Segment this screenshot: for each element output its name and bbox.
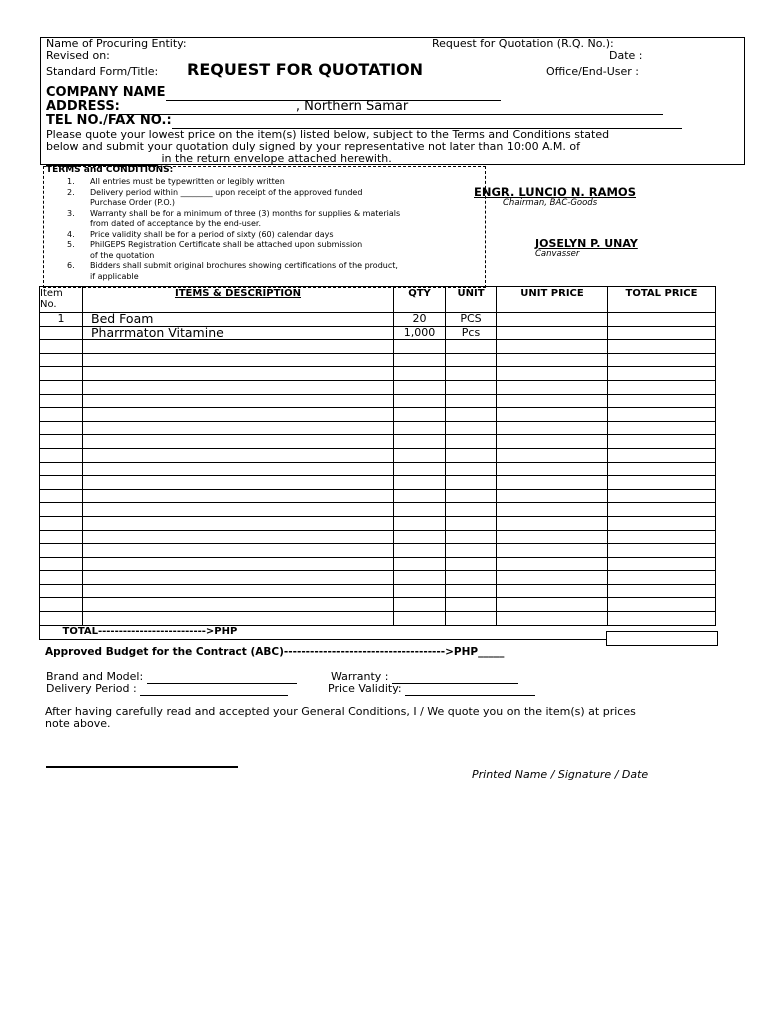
unit-cell[interactable] (446, 435, 497, 449)
unit-cell[interactable] (446, 557, 497, 571)
signature-caption: Printed Name / Signature / Date (472, 768, 649, 781)
header-description: ITEMS & DESCRIPTION (83, 287, 394, 313)
unit-price-cell[interactable] (497, 598, 608, 612)
description-cell[interactable] (83, 489, 394, 503)
table-row (40, 340, 716, 354)
item-no-cell[interactable] (40, 353, 83, 367)
terms-item (62, 177, 400, 188)
total-price-cell[interactable] (608, 571, 716, 585)
total-price-cell[interactable] (608, 367, 716, 381)
unit-price-cell[interactable] (497, 326, 608, 340)
table-row (40, 353, 716, 367)
description-cell[interactable] (83, 584, 394, 598)
unit-cell[interactable] (446, 353, 497, 367)
items-body (40, 313, 716, 626)
description-cell[interactable] (83, 530, 394, 544)
qty-cell[interactable]: 1,000 (394, 326, 446, 340)
item-no-cell[interactable] (40, 380, 83, 394)
table-row (40, 326, 716, 340)
qty-cell[interactable] (394, 516, 446, 530)
qty-cell[interactable] (394, 598, 446, 612)
qty-cell[interactable] (394, 462, 446, 476)
brand-label: Brand and Model: (46, 670, 144, 683)
unit-price-cell[interactable] (497, 476, 608, 490)
date-label: Date : (609, 49, 643, 62)
description-cell[interactable]: Pharrmaton Vitamine (83, 326, 394, 340)
item-no-cell[interactable] (40, 571, 83, 585)
terms-item (62, 240, 400, 261)
unit-price-cell[interactable] (497, 530, 608, 544)
unit-cell[interactable] (446, 380, 497, 394)
qty-cell[interactable]: 20 (394, 313, 446, 327)
header-unit-price: UNIT PRICE (497, 287, 608, 313)
chairman-name: ENGR. LUNCIO N. RAMOS (474, 185, 636, 199)
terms-title: TERMS and CONDITIONS: (46, 165, 174, 175)
total-price-cell[interactable] (608, 503, 716, 517)
total-price-cell[interactable] (608, 476, 716, 490)
table-row (40, 557, 716, 571)
qty-cell[interactable] (394, 571, 446, 585)
table-row (40, 584, 716, 598)
unit-cell[interactable] (446, 571, 497, 585)
unit-price-cell[interactable] (497, 448, 608, 462)
address-label: ADDRESS: (46, 99, 120, 114)
office-label: Office/End-User : (546, 65, 639, 78)
table-row (40, 462, 716, 476)
item-no-cell[interactable] (40, 612, 83, 626)
validity-row (328, 682, 535, 696)
qty-cell[interactable] (394, 476, 446, 490)
unit-cell[interactable] (446, 612, 497, 626)
item-no-cell[interactable] (40, 367, 83, 381)
unit-price-cell[interactable] (497, 503, 608, 517)
unit-price-cell[interactable] (497, 340, 608, 354)
total-price-cell[interactable] (608, 448, 716, 462)
revised-on-label: Revised on: (46, 49, 110, 62)
terms-item-number: 5. (67, 240, 75, 249)
delivery-row (46, 682, 288, 696)
unit-cell[interactable] (446, 530, 497, 544)
delivery-field[interactable] (140, 682, 288, 696)
terms-item-text: Bidders shall submit original brochures showing certifications of the product, if applicable (90, 261, 398, 281)
warranty-label: Warranty : (331, 670, 389, 683)
qty-cell[interactable] (394, 408, 446, 422)
description-cell[interactable] (83, 408, 394, 422)
item-no-cell[interactable] (40, 503, 83, 517)
item-no-cell[interactable] (40, 489, 83, 503)
unit-cell[interactable] (446, 367, 497, 381)
item-no-cell[interactable] (40, 326, 83, 340)
terms-item-number: 4. (67, 229, 75, 239)
qty-cell[interactable] (394, 530, 446, 544)
item-no-cell[interactable] (40, 557, 83, 571)
unit-cell[interactable] (446, 394, 497, 408)
unit-cell[interactable] (446, 408, 497, 422)
description-cell[interactable] (83, 503, 394, 517)
header-total-price: TOTAL PRICE (608, 287, 716, 313)
acceptance-line-2: note above. (45, 717, 111, 730)
table-row (40, 394, 716, 408)
item-no-cell[interactable] (40, 435, 83, 449)
total-price-cell[interactable] (608, 353, 716, 367)
terms-item-text: Delivery period within ________ upon receipt of the approved funded Purchase Order (P.O.) (90, 187, 363, 207)
description-cell[interactable] (83, 394, 394, 408)
description-cell[interactable] (83, 598, 394, 612)
item-no-cell[interactable] (40, 516, 83, 530)
item-no-cell[interactable] (40, 476, 83, 490)
table-row (40, 503, 716, 517)
unit-price-cell[interactable] (497, 367, 608, 381)
description-cell[interactable] (83, 448, 394, 462)
items-table (39, 286, 716, 640)
table-row (40, 476, 716, 490)
unit-price-cell[interactable] (497, 353, 608, 367)
signature-line[interactable] (46, 766, 238, 768)
total-price-cell[interactable] (608, 544, 716, 558)
unit-cell[interactable] (446, 421, 497, 435)
standard-form-label: Standard Form/Title: (46, 65, 159, 78)
description-cell[interactable] (83, 353, 394, 367)
acceptance-line-1: After having carefully read and accepted your General Conditions, I / We quote you on the item(s) at prices (45, 705, 636, 718)
qty-cell[interactable] (394, 489, 446, 503)
qty-cell[interactable] (394, 353, 446, 367)
grand-total-field[interactable] (606, 631, 718, 646)
table-row (40, 571, 716, 585)
description-cell[interactable] (83, 435, 394, 449)
tel-label: TEL NO./FAX NO.: (46, 113, 172, 128)
total-price-cell[interactable] (608, 557, 716, 571)
abc-label: Approved Budget for the Contract (ABC)------------------------------------->PHP_____ (45, 646, 505, 658)
item-no-cell[interactable]: 1 (40, 313, 83, 327)
total-price-cell[interactable] (608, 516, 716, 530)
table-row (40, 380, 716, 394)
item-no-cell[interactable] (40, 340, 83, 354)
terms-item-number: 2. (67, 187, 75, 197)
unit-price-cell[interactable] (497, 421, 608, 435)
validity-label: Price Validity: (328, 682, 402, 695)
table-header-row (40, 287, 716, 313)
total-price-cell[interactable] (608, 612, 716, 626)
chairman-title: Chairman, BAC-Goods (503, 198, 598, 208)
unit-price-cell[interactable] (497, 435, 608, 449)
table-row (40, 544, 716, 558)
instruction-line-3: in the return envelope attached herewith. (161, 152, 392, 165)
unit-cell[interactable] (446, 584, 497, 598)
table-row (40, 367, 716, 381)
tel-field[interactable] (172, 113, 682, 129)
unit-cell[interactable] (446, 340, 497, 354)
item-no-cell[interactable] (40, 598, 83, 612)
description-cell[interactable] (83, 380, 394, 394)
tel-row (46, 113, 682, 129)
unit-price-cell[interactable] (497, 584, 608, 598)
delivery-label: Delivery Period : (46, 682, 137, 695)
unit-cell[interactable]: PCS (446, 313, 497, 327)
description-cell[interactable] (83, 571, 394, 585)
unit-cell[interactable] (446, 489, 497, 503)
item-no-cell[interactable] (40, 448, 83, 462)
deadline-date-field[interactable] (46, 152, 158, 166)
terms-item-text: All entries must be typewritten or legibly written (90, 177, 285, 186)
terms-list (62, 177, 400, 282)
qty-cell[interactable] (394, 612, 446, 626)
terms-item-text: PhilGEPS Registration Certificate shall be attached upon submission of the quotation (90, 240, 363, 260)
total-price-cell[interactable] (608, 421, 716, 435)
description-cell[interactable] (83, 544, 394, 558)
company-name-label: COMPANY NAME (46, 85, 166, 100)
terms-item (62, 209, 400, 230)
table-row (40, 435, 716, 449)
qty-cell[interactable] (394, 584, 446, 598)
unit-price-cell[interactable] (497, 571, 608, 585)
total-price-cell[interactable] (608, 340, 716, 354)
table-row (40, 408, 716, 422)
total-price-cell[interactable] (608, 408, 716, 422)
procuring-entity-label: Name of Procuring Entity: (46, 37, 187, 50)
total-price-cell[interactable] (608, 380, 716, 394)
form-title: REQUEST FOR QUOTATION (187, 60, 424, 79)
description-cell[interactable] (83, 557, 394, 571)
total-price-cell[interactable] (608, 435, 716, 449)
description-cell[interactable] (83, 462, 394, 476)
qty-cell[interactable] (394, 421, 446, 435)
address-value: , Northern Samar (296, 99, 663, 115)
canvasser-title: Canvasser (535, 249, 580, 259)
unit-cell[interactable] (446, 516, 497, 530)
qty-cell[interactable] (394, 367, 446, 381)
unit-price-cell[interactable] (497, 380, 608, 394)
instruction-line-3-row (46, 152, 392, 166)
terms-item (62, 230, 400, 241)
unit-price-cell[interactable] (497, 462, 608, 476)
unit-cell[interactable] (446, 503, 497, 517)
item-no-cell[interactable] (40, 408, 83, 422)
rq-no-label: Request for Quotation (R.Q. No.): (432, 37, 614, 50)
qty-cell[interactable] (394, 435, 446, 449)
unit-price-cell[interactable] (497, 557, 608, 571)
description-cell[interactable] (83, 612, 394, 626)
qty-cell[interactable] (394, 448, 446, 462)
unit-price-cell[interactable] (497, 408, 608, 422)
table-row (40, 421, 716, 435)
qty-cell[interactable] (394, 503, 446, 517)
qty-cell[interactable] (394, 380, 446, 394)
total-price-cell[interactable] (608, 462, 716, 476)
total-price-cell[interactable] (608, 394, 716, 408)
qty-cell[interactable] (394, 557, 446, 571)
total-price-cell[interactable] (608, 326, 716, 340)
item-no-cell[interactable] (40, 462, 83, 476)
terms-item-number: 3. (67, 208, 75, 218)
terms-item-text: Price validity shall be for a period of sixty (60) calendar days (90, 229, 334, 239)
total-label: TOTAL-------------------------->PHP (62, 625, 238, 637)
table-row (40, 448, 716, 462)
instruction-line-1: Please quote your lowest price on the item(s) listed below, subject to the Terms and Conditions stated (46, 128, 610, 141)
item-no-cell[interactable] (40, 544, 83, 558)
description-cell[interactable] (83, 340, 394, 354)
terms-item-number: 1. (67, 177, 75, 186)
item-no-cell[interactable] (40, 394, 83, 408)
item-no-cell[interactable] (40, 530, 83, 544)
table-row (40, 530, 716, 544)
description-cell[interactable]: Bed Foam (83, 313, 394, 327)
canvasser-name: JOSELYN P. UNAY (535, 237, 638, 250)
qty-cell[interactable] (394, 340, 446, 354)
header-unit: UNIT (446, 287, 497, 313)
qty-cell[interactable] (394, 544, 446, 558)
table-row (40, 612, 716, 626)
unit-cell[interactable] (446, 598, 497, 612)
description-cell[interactable] (83, 516, 394, 530)
total-price-cell[interactable] (608, 530, 716, 544)
unit-price-cell[interactable] (497, 489, 608, 503)
terms-item (62, 188, 400, 209)
unit-cell[interactable] (446, 544, 497, 558)
table-row (40, 598, 716, 612)
header-qty: QTY (394, 287, 446, 313)
validity-field[interactable] (405, 682, 535, 696)
unit-price-cell[interactable] (497, 313, 608, 327)
instruction-line-2: below and submit your quotation duly signed by your representative not later than 10:00 A.M. of (46, 140, 581, 153)
total-price-cell[interactable] (608, 313, 716, 327)
table-row (40, 516, 716, 530)
unit-price-cell[interactable] (497, 612, 608, 626)
table-row (40, 489, 716, 503)
qty-cell[interactable] (394, 394, 446, 408)
terms-item-text: Warranty shall be for a minimum of three (3) months for supplies & materials from dated of acceptance by the end-user. (90, 208, 401, 228)
description-cell[interactable] (83, 367, 394, 381)
total-price-cell[interactable] (608, 584, 716, 598)
item-no-cell[interactable] (40, 584, 83, 598)
header-item-no: Item No. (40, 287, 83, 313)
item-no-cell[interactable] (40, 421, 83, 435)
terms-item-number: 6. (67, 261, 75, 270)
unit-cell[interactable] (446, 462, 497, 476)
terms-item (62, 261, 400, 282)
unit-cell[interactable] (446, 448, 497, 462)
unit-cell[interactable]: Pcs (446, 326, 497, 340)
unit-price-cell[interactable] (497, 516, 608, 530)
unit-cell[interactable] (446, 476, 497, 490)
description-cell[interactable] (83, 421, 394, 435)
total-price-cell[interactable] (608, 489, 716, 503)
unit-price-cell[interactable] (497, 544, 608, 558)
total-price-cell[interactable] (608, 598, 716, 612)
unit-price-cell[interactable] (497, 394, 608, 408)
description-cell[interactable] (83, 476, 394, 490)
